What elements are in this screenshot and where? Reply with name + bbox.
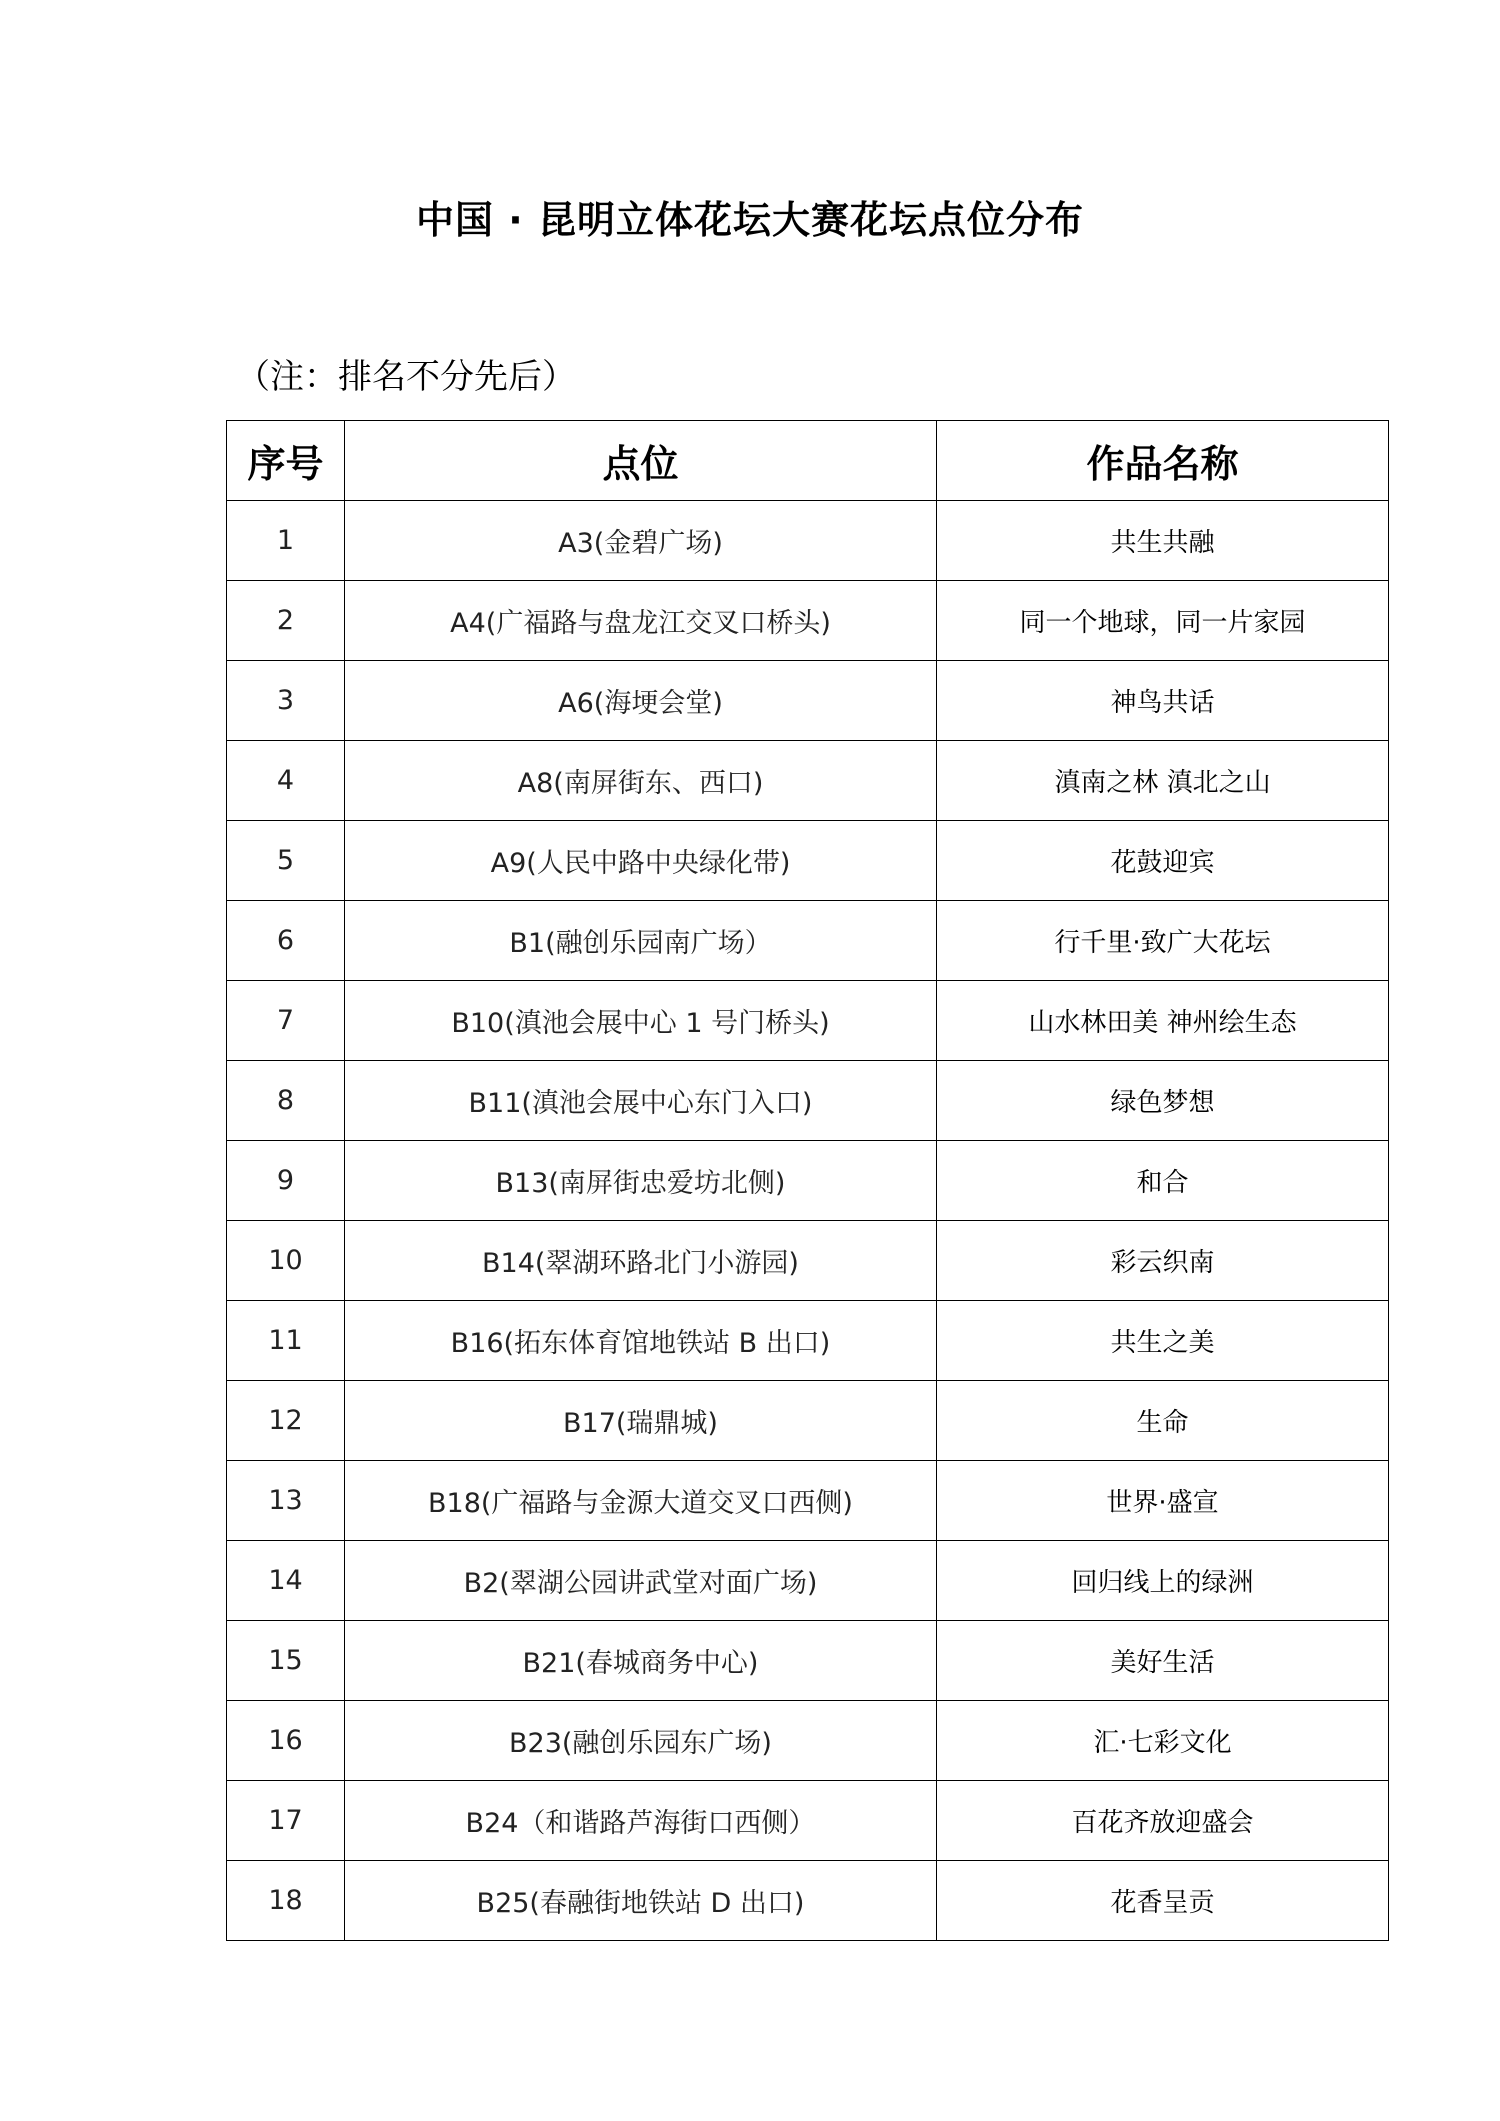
table-row bbox=[227, 1141, 1389, 1221]
row-location: B2(翠湖公园讲武堂对面广场) bbox=[345, 1541, 937, 1621]
table-row bbox=[227, 581, 1389, 661]
row-work-name: 花香呈贡 bbox=[937, 1861, 1389, 1941]
ranking-note: （注：排名不分先后） bbox=[236, 357, 576, 397]
row-number: 8 bbox=[227, 1061, 345, 1141]
table-row bbox=[227, 1461, 1389, 1541]
table-row bbox=[227, 1621, 1389, 1701]
row-work-name: 共生之美 bbox=[937, 1301, 1389, 1381]
row-number: 2 bbox=[227, 581, 345, 661]
row-location: B13(南屏街忠爱坊北侧) bbox=[345, 1141, 937, 1221]
table-row bbox=[227, 981, 1389, 1061]
row-number: 1 bbox=[227, 501, 345, 581]
header-no: 序号 bbox=[227, 421, 345, 501]
header-location: 点位 bbox=[345, 421, 937, 501]
row-location: A8(南屏街东、西口) bbox=[345, 741, 937, 821]
table-row bbox=[227, 741, 1389, 821]
table-row bbox=[227, 901, 1389, 981]
row-location: A6(海埂会堂) bbox=[345, 661, 937, 741]
page-title: 中国 · 昆明立体花坛大赛花坛点位分布 bbox=[416, 198, 1084, 242]
row-location: B1(融创乐园南广场） bbox=[345, 901, 937, 981]
row-number: 4 bbox=[227, 741, 345, 821]
row-number: 7 bbox=[227, 981, 345, 1061]
row-number: 18 bbox=[227, 1861, 345, 1941]
row-work-name: 百花齐放迎盛会 bbox=[937, 1781, 1389, 1861]
row-location: B14(翠湖环路北门小游园) bbox=[345, 1221, 937, 1301]
row-number: 5 bbox=[227, 821, 345, 901]
table-row bbox=[227, 1301, 1389, 1381]
row-work-name: 美好生活 bbox=[937, 1621, 1389, 1701]
row-location: B23(融创乐园东广场) bbox=[345, 1701, 937, 1781]
row-location: A3(金碧广场) bbox=[345, 501, 937, 581]
row-number: 16 bbox=[227, 1701, 345, 1781]
row-work-name: 生命 bbox=[937, 1381, 1389, 1461]
row-work-name: 回归线上的绿洲 bbox=[937, 1541, 1389, 1621]
table-header-row bbox=[227, 421, 1389, 501]
row-location: B10(滇池会展中心 1 号门桥头) bbox=[345, 981, 937, 1061]
row-work-name: 汇·七彩文化 bbox=[937, 1701, 1389, 1781]
table-row bbox=[227, 1701, 1389, 1781]
row-number: 9 bbox=[227, 1141, 345, 1221]
row-number: 14 bbox=[227, 1541, 345, 1621]
table-row bbox=[227, 1061, 1389, 1141]
row-work-name: 彩云织南 bbox=[937, 1221, 1389, 1301]
row-work-name: 共生共融 bbox=[937, 501, 1389, 581]
table-row bbox=[227, 501, 1389, 581]
table-row bbox=[227, 821, 1389, 901]
row-location: B11(滇池会展中心东门入口) bbox=[345, 1061, 937, 1141]
row-number: 11 bbox=[227, 1301, 345, 1381]
row-work-name: 同一个地球，同一片家园 bbox=[937, 581, 1389, 661]
row-location: A4(广福路与盘龙江交叉口桥头) bbox=[345, 581, 937, 661]
row-number: 15 bbox=[227, 1621, 345, 1701]
table-row bbox=[227, 1781, 1389, 1861]
row-work-name: 滇南之林 滇北之山 bbox=[937, 741, 1389, 821]
table-row bbox=[227, 1381, 1389, 1461]
row-number: 10 bbox=[227, 1221, 345, 1301]
row-number: 13 bbox=[227, 1461, 345, 1541]
row-location: B21(春城商务中心) bbox=[345, 1621, 937, 1701]
table-row bbox=[227, 1221, 1389, 1301]
header-work: 作品名称 bbox=[937, 421, 1389, 501]
row-location: A9(人民中路中央绿化带) bbox=[345, 821, 937, 901]
row-location: B24（和谐路芦海街口西侧） bbox=[345, 1781, 937, 1861]
row-work-name: 神鸟共话 bbox=[937, 661, 1389, 741]
row-location: B25(春融街地铁站 D 出口) bbox=[345, 1861, 937, 1941]
row-work-name: 行千里·致广大花坛 bbox=[937, 901, 1389, 981]
row-work-name: 世界·盛宣 bbox=[937, 1461, 1389, 1541]
row-location: B16(拓东体育馆地铁站 B 出口) bbox=[345, 1301, 937, 1381]
row-number: 12 bbox=[227, 1381, 345, 1461]
table-row bbox=[227, 661, 1389, 741]
table-row bbox=[227, 1541, 1389, 1621]
table-row bbox=[227, 1861, 1389, 1941]
table-body bbox=[227, 501, 1389, 1941]
row-number: 17 bbox=[227, 1781, 345, 1861]
flowerbed-points-table bbox=[226, 420, 1389, 1941]
row-work-name: 绿色梦想 bbox=[937, 1061, 1389, 1141]
row-work-name: 和合 bbox=[937, 1141, 1389, 1221]
row-location: B17(瑞鼎城) bbox=[345, 1381, 937, 1461]
row-number: 3 bbox=[227, 661, 345, 741]
row-work-name: 花鼓迎宾 bbox=[937, 821, 1389, 901]
row-location: B18(广福路与金源大道交叉口西侧) bbox=[345, 1461, 937, 1541]
row-work-name: 山水林田美 神州绘生态 bbox=[937, 981, 1389, 1061]
row-number: 6 bbox=[227, 901, 345, 981]
